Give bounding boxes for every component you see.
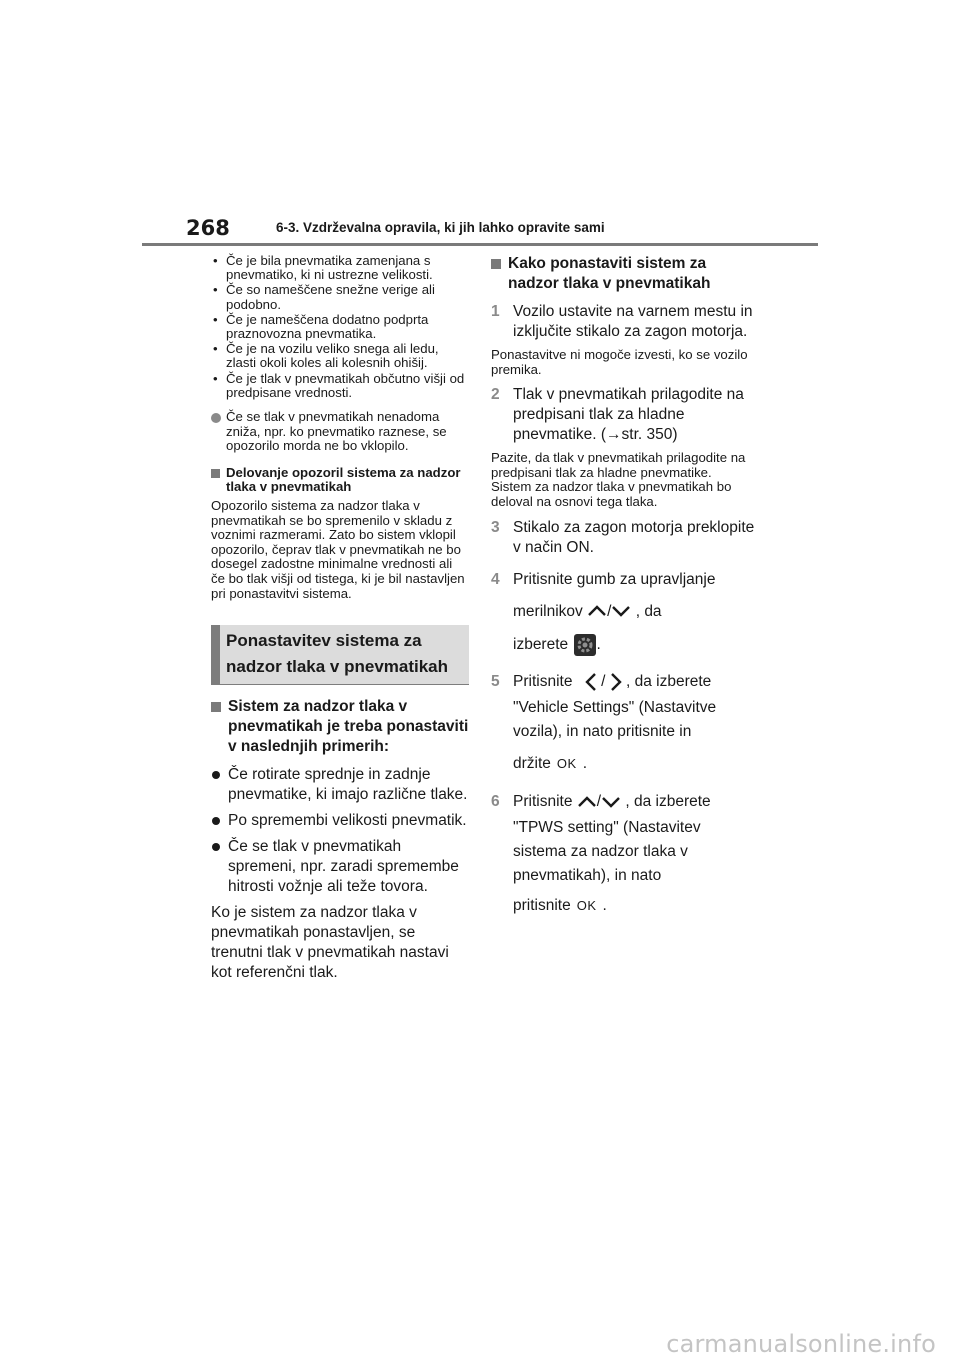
step-number: 6 (491, 792, 500, 810)
step-text: Pritisnite (513, 672, 573, 690)
circle-note (211, 410, 469, 454)
condition-list (211, 254, 469, 400)
step-text: merilnikov (513, 602, 583, 620)
slash-separator: / (601, 672, 606, 690)
warning-heading (211, 466, 469, 495)
list-item: Po spremembi velikosti pnevmatik. (211, 811, 469, 831)
header-rule (142, 243, 818, 246)
chevron-right-icon (610, 672, 622, 692)
watermark: carmanualsonline.info (666, 1330, 936, 1358)
square-bullet-icon (491, 259, 501, 269)
chevron-up-icon (587, 605, 607, 617)
bullet-dot-icon (212, 771, 220, 779)
left-column (211, 254, 469, 983)
step-1-note: Ponastavitve ni mogoče izvesti, ko se vozilo premika. (491, 347, 748, 377)
ok-button-icon: OK (556, 755, 577, 771)
reset-list (211, 765, 469, 897)
square-bullet-icon (211, 702, 221, 712)
reset-heading-text: Sistem za nadzor tlaka v pnevmatikah je treba ponastaviti v naslednjih primerih: (228, 698, 469, 756)
chevron-left-icon (585, 672, 597, 692)
ok-button-icon: OK (576, 897, 597, 913)
bullet-dot-icon (212, 843, 220, 851)
step-text: . (582, 754, 588, 772)
procedure-heading-text: Kako ponastaviti sistem za nadzor tlaka v pnevmatikah (508, 255, 711, 292)
list-item: • Če je na vozilu veliko snega ali ledu, zlasti okoli koles ali kolesnih ohišij. (211, 342, 469, 370)
step-2-note: Pazite, da tlak v pnevmatikah prilagodite na predpisani tlak za hladne pnevmatike. Sistem za nadzor tlaka v pnevmatikah bo deloval na osnovi tega tlaka. (491, 450, 746, 509)
step-text: Pritisnite (513, 792, 573, 810)
step-number: 3 (491, 518, 500, 536)
step-text: pritisnite (513, 896, 571, 914)
step-4 (491, 570, 755, 656)
list-item: Če rotirate sprednje in zadnje pnevmatike, ki imajo različne tlake. (211, 765, 469, 805)
box-heading: Ponastavitev sistema za nadzor tlaka v pnevmatikah (211, 625, 469, 685)
square-bullet-icon (211, 469, 220, 478)
step-3 (491, 518, 755, 558)
list-item: • Če so nameščene snežne verige ali podobno. (211, 283, 469, 311)
step-number: 4 (491, 570, 500, 588)
step-number: 2 (491, 386, 500, 404)
procedure-heading (491, 254, 755, 294)
step-number: 5 (491, 672, 500, 690)
section-title: 6-3. Vzdrževalna opravila, ki jih lahko opravite sami (276, 220, 605, 235)
step-1 (491, 302, 755, 342)
circle-note-text: Če se tlak v pnevmatikah nenadoma zniža, npr. ko pnevmatiko raznese, se opozorilo morda ne bo vklopilo. (226, 409, 447, 454)
chevron-up-icon (577, 796, 597, 808)
closing-text: Ko je sistem za nadzor tlaka v pnevmatikah ponastavljen, se trenutni tlak v pnevmatikah nastavi kot referenčni tlak. (211, 904, 449, 982)
list-item: Če se tlak v pnevmatikah spremeni, npr. zaradi spremembe hitrosti vožnje ali teže tovora. (211, 837, 469, 897)
list-item: • Če je tlak v pnevmatikah občutno višji od predpisane vrednosti. (211, 372, 469, 400)
page-header (142, 206, 818, 248)
step-text: , da izberete (625, 792, 711, 810)
step-text: Stikalo za zagon motorja preklopite v način ON. (513, 518, 755, 556)
step-text: Tlak v pnevmatikah prilagodite na predpisani tlak za hladne pnevmatike. (→str. 350) (513, 386, 744, 444)
chevron-down-icon (601, 796, 621, 808)
page-number: 268 (186, 216, 230, 240)
chevron-down-icon (611, 605, 631, 617)
right-column (491, 254, 755, 916)
step-text: "Vehicle Settings" (Nastavitve (513, 698, 717, 716)
step-text: pnevmatikah), in nato (513, 866, 662, 884)
step-6 (491, 792, 755, 916)
step-2 (491, 385, 755, 445)
slash-separator: / (607, 602, 612, 620)
warning-text: Opozorilo sistema za nadzor tlaka v pnevmatikah se bo spremenilo v skladu z voznimi razmerami. Zato bo sistem vklopil opozorilo, čeprav tlak v pnevmatikah ne bo dosegel zadostne minimalne vrednosti ali če bo tlak višji od tistega, ki je bil nastavljen pri ponastavitvi sistema. (211, 498, 465, 601)
bullet-dot-icon (212, 817, 220, 825)
step-text: držite (513, 754, 551, 772)
list-item: • Če je bila pnevmatika zamenjana s pnevmatiko, ki ni ustrezne velikosti. (211, 254, 469, 282)
step-text: . (596, 635, 601, 653)
step-5 (491, 672, 755, 774)
circle-bullet-icon (211, 413, 221, 423)
warning-heading-text: Delovanje opozoril sistema za nadzor tlaka v pnevmatikah (226, 464, 461, 495)
step-text: , da (635, 602, 662, 620)
step-text: Vozilo ustavite na varnem mestu in izključite stikalo za zagon motorja. (513, 303, 753, 340)
step-text: . (602, 896, 607, 914)
list-item: • Če je nameščena dodatno podprta praznovozna pnevmatika. (211, 313, 469, 341)
step-text: "TPWS setting" (Nastavitev (513, 818, 701, 836)
gear-icon (574, 634, 596, 656)
slash-separator: / (596, 792, 602, 810)
reset-heading (211, 697, 469, 757)
step-text: vozila), in nato pritisnite in (513, 722, 692, 740)
step-text: , da izberete (626, 672, 712, 690)
step-text: Pritisnite gumb za upravljanje (513, 570, 716, 588)
step-number: 1 (491, 303, 500, 320)
step-text: izberete (513, 635, 569, 653)
step-text: sistema za nadzor tlaka v (513, 842, 688, 860)
